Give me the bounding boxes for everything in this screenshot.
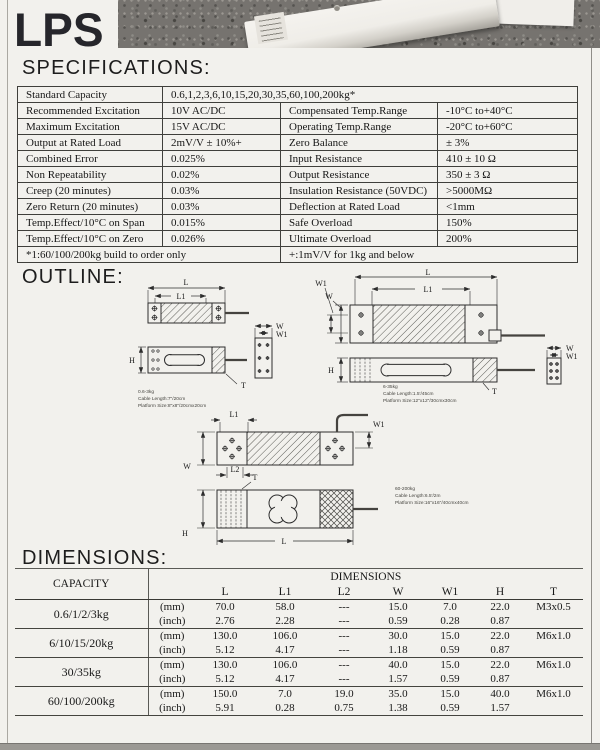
spec-label: Output at Rated Load — [18, 135, 163, 151]
dim-label-l: L — [183, 278, 189, 287]
drawing-note: 6-35kg — [383, 385, 398, 390]
dim-thread-empty — [524, 614, 583, 629]
dim-thread: M6x1.0 — [536, 630, 571, 642]
dim-label-w: W — [183, 462, 191, 471]
dim-value: 0.28 — [254, 701, 316, 716]
dim-value: 7.0 — [443, 601, 457, 613]
dim-label-w: W — [325, 292, 333, 301]
dim-label-h: H — [182, 529, 188, 538]
outline-drawings — [115, 268, 590, 553]
drawing-note: Platform Size:8"x8"/20cmx20cm — [138, 404, 207, 409]
drawing-note: Platform Size:16"x16"/40cmx40cm — [395, 501, 469, 506]
dim-label-w: W — [276, 322, 284, 331]
dim-capacity: 0.6/1/2/3kg — [15, 600, 148, 629]
dim-value: 1.18 — [372, 643, 424, 658]
dim-row-mm — [15, 600, 583, 615]
drawing-note: Cable Length:6.5'/2m — [395, 494, 441, 499]
outline-drawing-small-capacity — [129, 278, 287, 409]
spec-row — [18, 87, 578, 103]
photo-screw — [334, 5, 340, 11]
dim-value: 40.0 — [388, 659, 408, 671]
dim-value: 22.0 — [490, 630, 510, 642]
spec-value: +:1mV/V for 1kg and below — [281, 247, 578, 263]
dim-value: 15.0 — [388, 601, 408, 613]
dim-value: --- — [338, 659, 350, 671]
dim-label-h: H — [328, 366, 334, 375]
dim-label-t: T — [492, 387, 497, 396]
spec-value: Zero Balance — [281, 135, 438, 151]
dim-value: 1.57 — [372, 672, 424, 687]
dim-col-header: T — [524, 584, 583, 600]
spec-value: 0.03% — [163, 183, 281, 199]
spec-value: Safe Overload — [281, 215, 438, 231]
dim-value: 0.87 — [476, 672, 524, 687]
dim-label-w: W — [566, 344, 574, 353]
drawing-note: Cable Length:7"/20cm — [138, 397, 186, 402]
product-model-logo: LPS — [14, 3, 104, 56]
spec-value: Insulation Resistance (50VDC) — [281, 183, 438, 199]
dim-unit: (mm) — [160, 601, 185, 613]
dim-value: --- — [338, 601, 350, 613]
dim-col-header: W1 — [424, 584, 476, 600]
dim-col-header: L1 — [254, 584, 316, 600]
dim-row-mm — [15, 687, 583, 702]
dim-thread: M6x1.0 — [536, 659, 571, 671]
dim-label-l: L — [281, 537, 287, 546]
dim-value: 22.0 — [490, 659, 510, 671]
outline-drawing-medium-capacity — [315, 268, 577, 404]
dim-label-w1: W1 — [566, 352, 578, 361]
dim-unit: (mm) — [160, 630, 185, 642]
spec-table-body — [18, 87, 578, 263]
spec-value: 350 ± 3 Ω — [438, 167, 578, 183]
spec-label: Creep (20 minutes) — [18, 183, 163, 199]
spec-value: <1mm — [438, 199, 578, 215]
dim-row-mm — [15, 629, 583, 644]
spec-value: 0.6,1,2,3,6,10,15,20,30,35,60,100,200kg* — [163, 87, 578, 103]
spec-row — [18, 231, 578, 247]
spec-value: 10V AC/DC — [163, 103, 281, 119]
dim-thread: M6x1.0 — [536, 688, 571, 700]
spec-value: 2mV/V ± 10%+ — [163, 135, 281, 151]
spec-value: Compensated Temp.Range — [281, 103, 438, 119]
dim-capacity: 6/10/15/20kg — [15, 629, 148, 658]
dim-unit-col-header — [148, 584, 196, 600]
dim-value: 1.57 — [476, 701, 524, 716]
dim-value: 0.59 — [424, 672, 476, 687]
spec-row — [18, 199, 578, 215]
dim-value: 5.12 — [196, 672, 254, 687]
dimensions-table — [15, 568, 583, 716]
spec-value: 0.026% — [163, 231, 281, 247]
drawing-note: Platform Size:12"x12"/30cmx30cm — [383, 399, 457, 404]
dim-value: 1.38 — [372, 701, 424, 716]
spec-label: Non Repeatability — [18, 167, 163, 183]
dim-value: 106.0 — [272, 630, 298, 642]
dim-value: --- — [338, 630, 350, 642]
spec-label: Maximum Excitation — [18, 119, 163, 135]
dim-value: 4.17 — [254, 643, 316, 658]
dimensions-heading: DIMENSIONS: — [22, 547, 168, 569]
dim-value: 150.0 — [212, 688, 238, 700]
spec-row — [18, 183, 578, 199]
spec-label: *1:60/100/200kg build to order only — [18, 247, 281, 263]
dim-row-mm — [15, 658, 583, 673]
spec-value: 0.02% — [163, 167, 281, 183]
spec-value: -10°C to+40°C — [438, 103, 578, 119]
spec-value: -20°C to+60°C — [438, 119, 578, 135]
dim-value: 35.0 — [388, 688, 408, 700]
dim-unit: (inch) — [148, 614, 196, 629]
spec-label: Combined Error — [18, 151, 163, 167]
dim-value: 30.0 — [388, 630, 408, 642]
dim-value: 0.28 — [424, 614, 476, 629]
dim-value: 15.0 — [440, 630, 460, 642]
dim-value: 0.87 — [476, 643, 524, 658]
spec-row — [18, 247, 578, 263]
dim-label-w1: W1 — [373, 420, 385, 429]
dim-col-header: L2 — [316, 584, 372, 600]
dim-unit: (mm) — [160, 688, 185, 700]
spec-value: 0.025% — [163, 151, 281, 167]
dim-label-l: L — [425, 268, 431, 277]
dim-value: 0.59 — [424, 643, 476, 658]
spec-label: Recommended Excitation — [18, 103, 163, 119]
dim-label-l2: L2 — [230, 465, 240, 474]
drawing-note: Cable Length:1.5'/45cm — [383, 392, 434, 397]
dim-value: 58.0 — [275, 601, 295, 613]
page-border-left — [7, 0, 8, 750]
dim-value: 5.91 — [196, 701, 254, 716]
dim-label-w1: W1 — [315, 279, 327, 288]
drawing-note: 0.6-3kg — [138, 390, 154, 395]
dimensions-header: DIMENSIONS — [330, 570, 402, 583]
specifications-heading: SPECIFICATIONS: — [22, 57, 211, 79]
dim-value: 106.0 — [272, 659, 298, 671]
spec-label: Zero Return (20 minutes) — [18, 199, 163, 215]
dim-unit: (inch) — [148, 701, 196, 716]
product-photo — [118, 0, 600, 48]
specifications-table — [17, 86, 578, 263]
spec-row — [18, 103, 578, 119]
dim-thread-empty — [524, 672, 583, 687]
spec-value: ± 3% — [438, 135, 578, 151]
spec-row — [18, 119, 578, 135]
dim-value: 0.59 — [424, 701, 476, 716]
spec-value: 410 ± 10 Ω — [438, 151, 578, 167]
spec-value: 0.015% — [163, 215, 281, 231]
dim-value: 130.0 — [212, 659, 238, 671]
dim-value: 130.0 — [212, 630, 238, 642]
dim-value: 7.0 — [278, 688, 292, 700]
spec-label: Standard Capacity — [18, 87, 163, 103]
page-footer-band — [0, 743, 600, 750]
dim-value: --- — [316, 643, 372, 658]
spec-value: 200% — [438, 231, 578, 247]
dim-header-row — [15, 569, 583, 585]
dim-value: 2.76 — [196, 614, 254, 629]
dim-thread-empty — [524, 643, 583, 658]
spec-value: 150% — [438, 215, 578, 231]
dim-col-header: L — [196, 584, 254, 600]
dim-value: 22.0 — [490, 601, 510, 613]
dim-label-t: T — [252, 473, 258, 482]
spec-value: Deflection at Rated Load — [281, 199, 438, 215]
spec-value: Operating Temp.Range — [281, 119, 438, 135]
dim-value: 5.12 — [196, 643, 254, 658]
dim-value: 4.17 — [254, 672, 316, 687]
dim-label-h: H — [129, 356, 135, 365]
dim-value: 15.0 — [440, 688, 460, 700]
spec-value: >5000MΩ — [438, 183, 578, 199]
dim-col-header: W — [372, 584, 424, 600]
outline-heading: OUTLINE: — [22, 266, 124, 288]
capacity-header: CAPACITY — [15, 569, 148, 600]
dim-value: 0.59 — [372, 614, 424, 629]
photo-load-cell-label — [254, 12, 288, 44]
spec-row — [18, 151, 578, 167]
dim-capacity: 30/35kg — [15, 658, 148, 687]
drawing-note: 60-200kg — [395, 487, 416, 492]
dim-value: 0.87 — [476, 614, 524, 629]
dim-value: 40.0 — [490, 688, 510, 700]
dim-label-w1: W1 — [276, 330, 288, 339]
spec-value: 0.03% — [163, 199, 281, 215]
dim-label-l1: L1 — [229, 410, 239, 419]
spec-label: Temp.Effect/10°C on Span — [18, 215, 163, 231]
dim-unit: (inch) — [148, 672, 196, 687]
dim-label-l1: L1 — [423, 285, 433, 294]
spec-label: Temp.Effect/10°C on Zero — [18, 231, 163, 247]
spec-value: Output Resistance — [281, 167, 438, 183]
spec-row — [18, 167, 578, 183]
dim-label-l1: L1 — [176, 292, 186, 301]
dim-value: --- — [316, 614, 372, 629]
dim-table-body — [15, 600, 583, 716]
dim-unit: (mm) — [160, 659, 185, 671]
dim-value: 70.0 — [215, 601, 235, 613]
dim-value: 15.0 — [440, 659, 460, 671]
outline-drawing-large-capacity — [182, 410, 468, 546]
spec-row — [18, 135, 578, 151]
spec-value: 15V AC/DC — [163, 119, 281, 135]
dim-col-header: H — [476, 584, 524, 600]
dim-capacity: 60/100/200kg — [15, 687, 148, 716]
spec-row — [18, 215, 578, 231]
dim-thread: M3x0.5 — [536, 601, 571, 613]
dim-value: --- — [316, 672, 372, 687]
spec-value: Input Resistance — [281, 151, 438, 167]
dim-thread-empty — [524, 701, 583, 716]
spec-value: Ultimate Overload — [281, 231, 438, 247]
dim-value: 19.0 — [334, 688, 354, 700]
dim-value: 2.28 — [254, 614, 316, 629]
dim-value: 0.75 — [316, 701, 372, 716]
dim-label-t: T — [241, 381, 246, 390]
page-border-right — [591, 0, 592, 750]
dim-unit: (inch) — [148, 643, 196, 658]
